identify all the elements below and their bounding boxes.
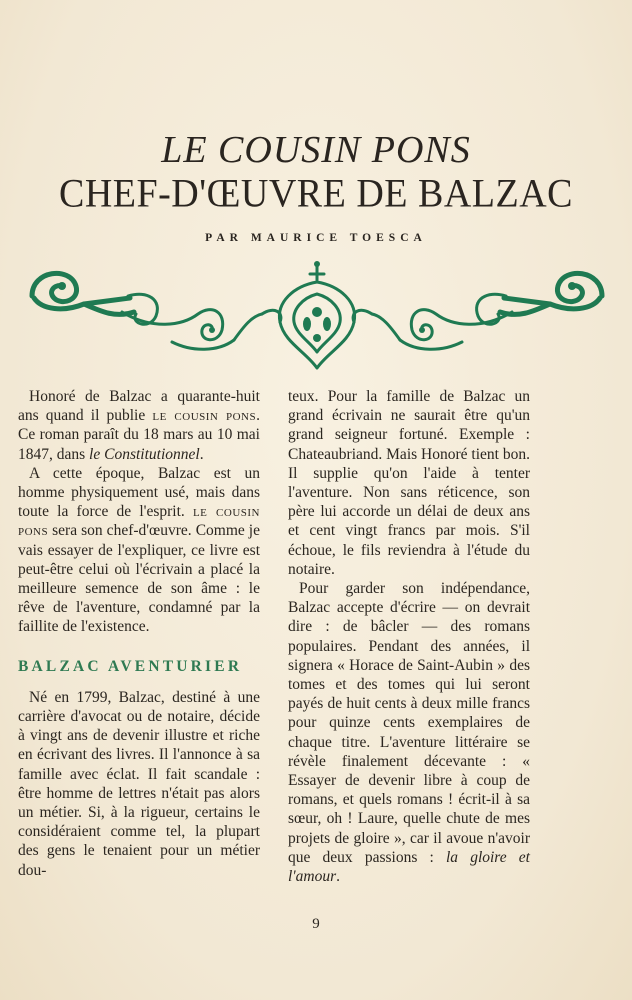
scroll-ornament-icon	[22, 256, 612, 374]
paragraph-epoch: A cette époque, Balzac est un homme physiquement usé, mais dans toute la force de l'esprit. le cousin pons sera son chef-d'œuvre. Comme je vais essayer de l'expliquer, ce livre est peut-être celui où l'écrivain a placé la meilleure semence de son âme : le rêve de l'aventure, condamné par la faillite de l'existence.	[18, 464, 260, 636]
book-title-small-caps: le cousin pons	[152, 407, 257, 425]
paragraph-continuation: teux. Pour la famille de Balzac un grand écrivain ne saurait être qu'un grand seigneur fortuné. Exemple : Chateaubriand. Mais Honoré tient bon. Il supplie qu'on l'aide à tenter l'aventure. Non sans réticence, son père lui accorde un délai de deux ans et cent vingt francs par mois. S'il échoue, le fils reviendra à l'étude du notaire.	[288, 388, 530, 578]
author-byline: PAR MAURICE TOESCA	[205, 232, 427, 244]
journal-name: le Constitutionnel	[89, 445, 200, 463]
book-title-small-caps: le cousin pons	[18, 503, 260, 540]
article-title-line2: CHEF-D'ŒUVRE DE BALZAC	[59, 171, 573, 217]
passions-italic: la gloire et l'amour	[288, 848, 530, 886]
left-column	[18, 387, 260, 880]
paragraph-independence: Pour garder son indépendance, Balzac accepte d'écrire — on devrait dire : de bâcler — des romans populaires. Pendant des années, il signera « Horace de Saint-Aubin » des tomes et des tomes qui lui seront payés de huit cents à deux mille francs pour quinze cents exemplaires de chaque titre. L'aventure littéraire se révèle finalement décevante : « Essayer de devenir libre à coup de romans, et quels romans ! écrit-il à sa sœur, oh ! Laure, quelle chute de mes projets de gloire », car il avoue n'avoir que deux passions : la gloire et l'amour.	[288, 580, 530, 886]
article-title-line1: LE COUSIN PONS	[161, 129, 471, 171]
page-number: 9	[312, 916, 320, 932]
paragraph-birth: Né en 1799, Balzac, destiné à une carrière d'avocat ou de notaire, décide à vingt ans de devenir illustre et riche en écrivant des livres. Il l'annonce à sa famille avec éclat. Il fait scandale : être homme de lettres n'était pas alors un métier. Si, à la rigueur, certains le considéraient comme tel, la plupart des gens le tenaient pour un métier dou-	[18, 688, 260, 879]
section-heading: BALZAC AVENTURIER	[18, 657, 243, 675]
paragraph-intro: Honoré de Balzac a quarante-huit ans quand il publie le cousin pons. Ce roman paraît du 18 mars au 10 mai 1847, dans le Constitutionnel.	[18, 388, 260, 463]
right-column	[288, 387, 530, 886]
